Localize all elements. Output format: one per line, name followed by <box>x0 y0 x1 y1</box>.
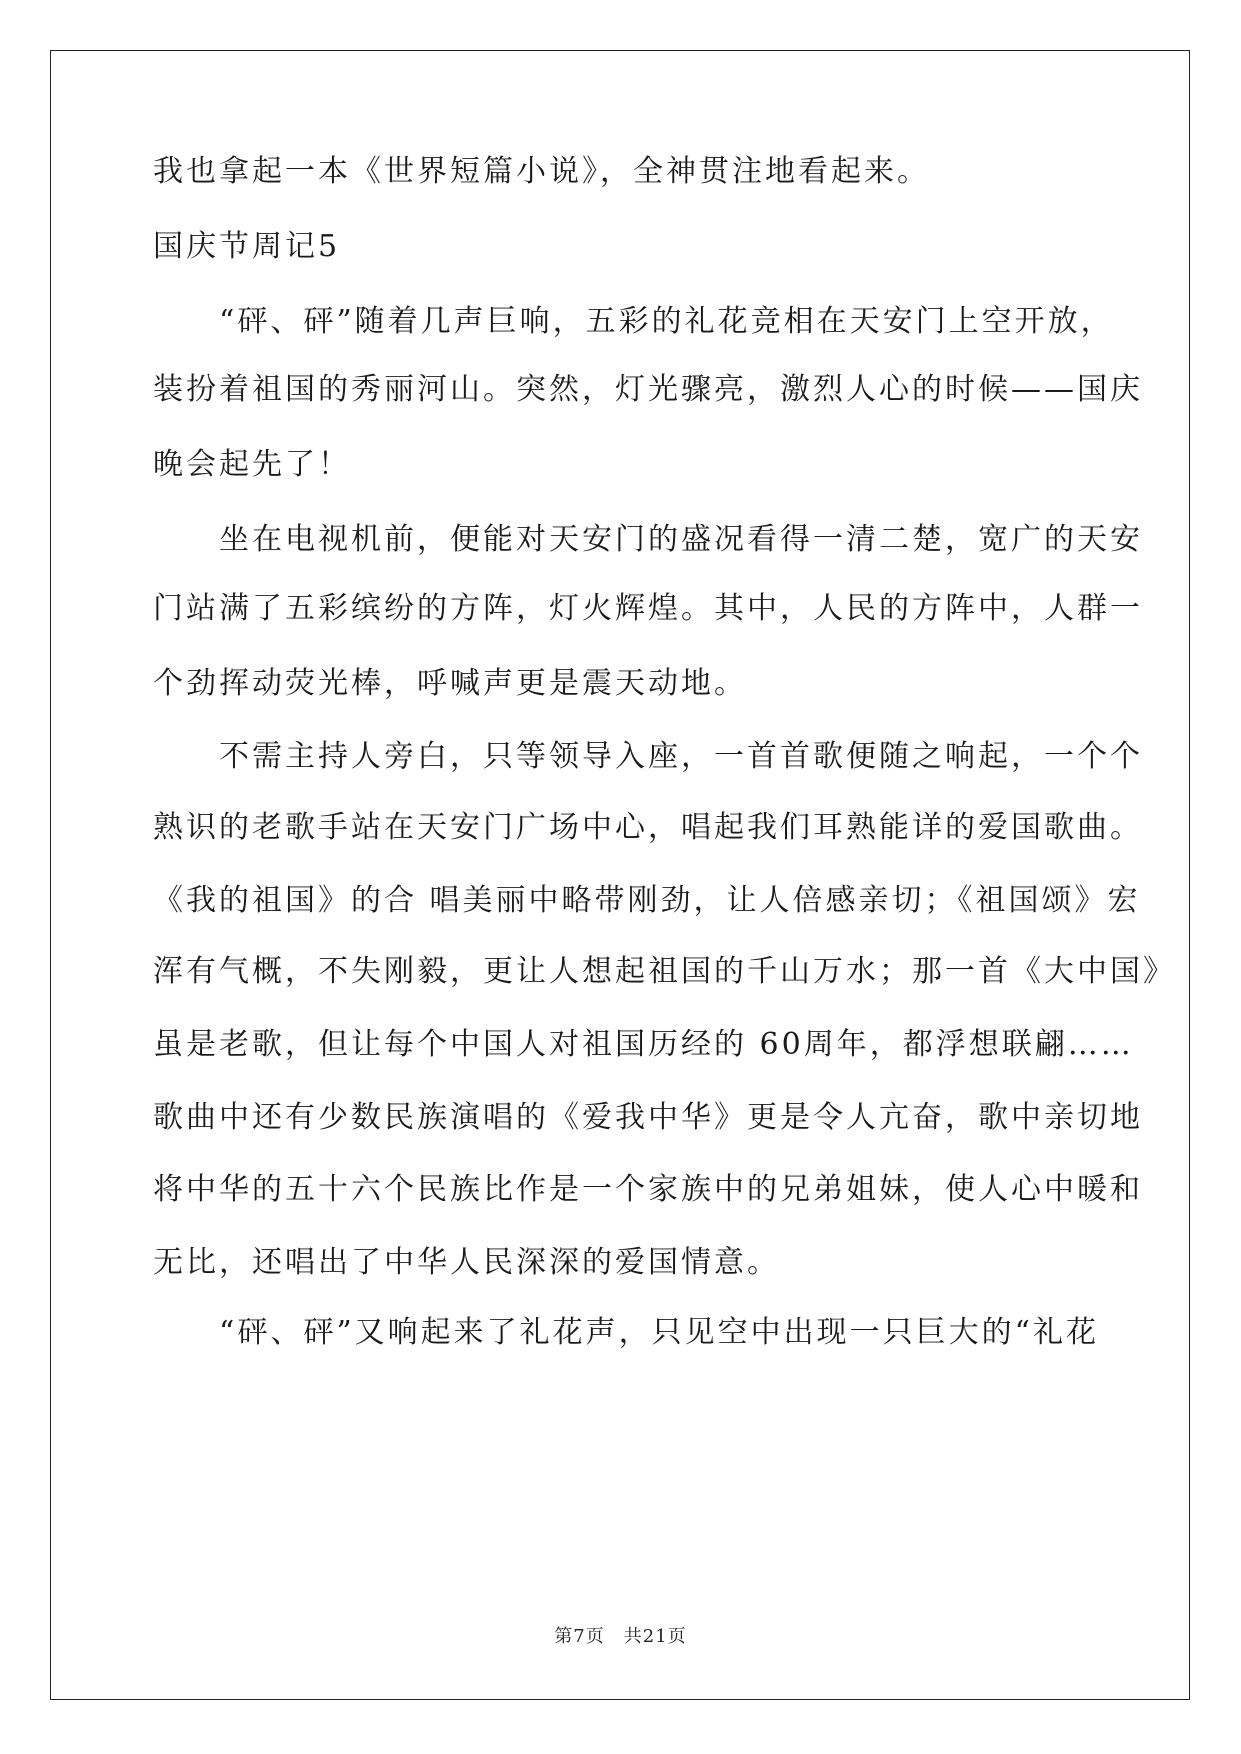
text-line: 熟识的老歌手站在天安门广场中心，唱起我们耳熟能详的爱国歌曲。 <box>153 810 1143 845</box>
text-line: 《我的祖国》的合 唱美丽中略带刚劲，让人倍感亲切；《祖国颂》宏 <box>153 883 1141 918</box>
text-line: 虽是老歌，但让每个中国人对祖国历经的 60周年，都浮想联翩…… <box>153 1027 1134 1062</box>
text-line: “砰、砰”又响起来了礼花声，只见空中出现一只巨大的“礼花 <box>153 1315 1100 1350</box>
text-line: 晚会起先了！ <box>153 447 351 482</box>
text-line: “砰、砰”随着几声巨响，五彩的礼花竞相在天安门上空开放， <box>153 304 1114 339</box>
text-line: 歌曲中还有少数民族演唱的《爱我中华》更是令人亢奋，歌中亲切地 <box>153 1100 1143 1135</box>
text-line: 我也拿起一本《世界短篇小说》，全神贯注地看起来。 <box>153 154 930 189</box>
page-number-footer: 第7页 共21页 <box>554 1626 687 1647</box>
section-heading: 国庆节周记5 <box>153 229 341 264</box>
text-line: 不需主持人旁白，只等领导入座，一首首歌便随之响起，一个个 <box>153 739 1143 774</box>
text-line: 装扮着祖国的秀丽河山。突然，灯光骤亮，激烈人心的时候——国庆 <box>153 372 1143 407</box>
text-line: 将中华的五十六个民族比作是一个家族中的兄弟姐妹，使人心中暖和 <box>153 1172 1143 1207</box>
text-line: 门站满了五彩缤纷的方阵，灯火辉煌。其中，人民的方阵中，人群一 <box>153 591 1143 626</box>
text-line: 浑有气概，不失刚毅，更让人想起祖国的千山万水；那一首《大中国》 <box>153 954 1176 989</box>
text-line: 个劲挥动荧光棒，呼喊声更是震天动地。 <box>153 666 747 701</box>
text-line: 无比，还唱出了中华人民深深的爱国情意。 <box>153 1245 780 1280</box>
text-line: 坐在电视机前，便能对天安门的盛况看得一清二楚，宽广的天安 <box>153 522 1143 557</box>
page-border <box>50 50 1190 1700</box>
